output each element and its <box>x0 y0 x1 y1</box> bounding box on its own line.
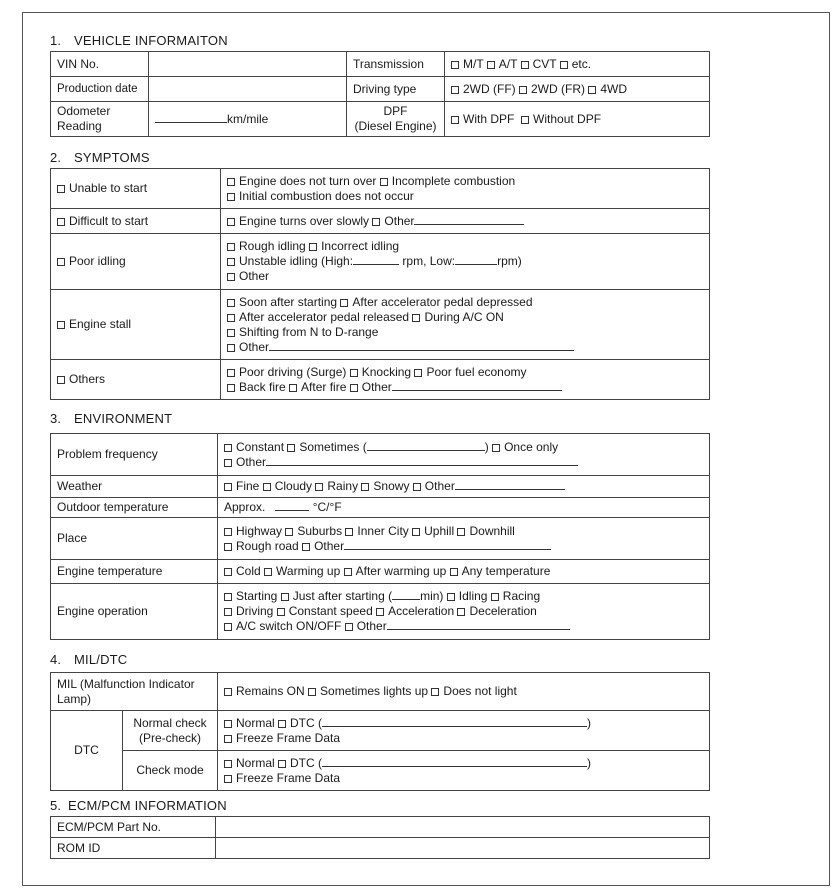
symptom-poor-idling: Poor idling <box>51 234 221 290</box>
odometer-blank[interactable] <box>155 112 227 123</box>
checkbox-no-turn-over[interactable] <box>227 178 235 186</box>
checkbox-uphill[interactable] <box>412 528 420 536</box>
others-options: Poor driving (Surge) Knocking Poor fuel economy Back fire After fire Other <box>221 360 710 400</box>
checkbox-difficult-to-start[interactable] <box>57 218 65 226</box>
weather-label: Weather <box>51 476 218 498</box>
checkbox-fine[interactable] <box>224 483 232 491</box>
normal-check-options: Normal DTC ( ) Freeze Frame Data <box>218 711 710 751</box>
checkbox-etc[interactable] <box>560 61 568 69</box>
checkbox-once-only[interactable] <box>492 444 500 452</box>
checkbox-without-dpf[interactable] <box>521 116 529 124</box>
checkbox-turns-slowly[interactable] <box>227 218 235 226</box>
checkbox-at[interactable] <box>487 61 495 69</box>
problem-frequency-options: Constant Sometimes ( ) Once only Other <box>218 434 710 476</box>
checkbox-others[interactable] <box>57 376 65 384</box>
checkbox-warming-up[interactable] <box>264 568 272 576</box>
checkbox-driving[interactable] <box>224 608 232 616</box>
checkbox-constant[interactable] <box>224 444 232 452</box>
checkbox-after-warming-up[interactable] <box>344 568 352 576</box>
checkbox-does-not-light[interactable] <box>431 688 439 696</box>
production-date-field[interactable] <box>149 77 347 102</box>
checkbox-downhill[interactable] <box>457 528 465 536</box>
engine-temperature-label: Engine temperature <box>51 560 218 584</box>
transmission-options: M/T A/T CVT etc. <box>445 52 710 77</box>
mil-label: MIL (Malfunction Indicator Lamp) <box>51 673 218 711</box>
environment-table <box>50 433 710 640</box>
checkbox-after-fire[interactable] <box>289 384 297 392</box>
engine-temperature-options: Cold Warming up After warming up Any temperature <box>218 560 710 584</box>
checkbox-dtc[interactable] <box>278 760 286 768</box>
checkbox-rainy[interactable] <box>315 483 323 491</box>
section-1-title: 1. VEHICLE INFORMAITON <box>50 33 228 48</box>
checkbox-dtc[interactable] <box>278 720 286 728</box>
checkbox-2wd-fr[interactable] <box>519 86 527 94</box>
checkbox-other[interactable] <box>302 543 310 551</box>
temperature-blank[interactable] <box>275 500 309 511</box>
checkbox-freeze-frame[interactable] <box>224 775 232 783</box>
checkbox-knocking[interactable] <box>350 369 358 377</box>
checkbox-unable-to-start[interactable] <box>57 185 65 193</box>
other-blank[interactable] <box>266 455 578 466</box>
vin-label: VIN No. <box>51 52 149 77</box>
checkbox-sometimes-lights-up[interactable] <box>308 688 316 696</box>
checkbox-sometimes[interactable] <box>287 444 295 452</box>
checkbox-poor-fuel-economy[interactable] <box>414 369 422 377</box>
difficult-to-start-options: Engine turns over slowly Other <box>221 209 710 234</box>
checkbox-normal[interactable] <box>224 720 232 728</box>
ecm-info-table <box>50 816 710 859</box>
checkbox-cold[interactable] <box>224 568 232 576</box>
engine-operation-options: Starting Just after starting ( min) Idling Racing Driving Constant speed Acceleration Deceleration A/C switch ON/OFF Other <box>218 584 710 640</box>
dtc-blank[interactable] <box>322 756 587 767</box>
checkbox-suburbs[interactable] <box>285 528 293 536</box>
checkbox-remains-on[interactable] <box>224 688 232 696</box>
outdoor-temperature-field: Approx. °C/°F <box>218 498 710 518</box>
other-blank[interactable] <box>387 619 570 630</box>
checkbox-back-fire[interactable] <box>227 384 235 392</box>
high-rpm-blank[interactable] <box>353 254 399 265</box>
driving-type-label: Driving type <box>347 77 445 102</box>
checkbox-incomplete-combustion[interactable] <box>380 178 388 186</box>
check-mode-label: Check mode <box>123 751 218 791</box>
checkbox-other[interactable] <box>227 273 235 281</box>
checkbox-with-dpf[interactable] <box>451 116 459 124</box>
checkbox-other[interactable] <box>350 384 358 392</box>
symptoms-table <box>50 168 710 400</box>
checkbox-other[interactable] <box>372 218 380 226</box>
checkbox-incorrect-idling[interactable] <box>309 243 317 251</box>
place-label: Place <box>51 518 218 560</box>
dpf-label: DPF (Diesel Engine) <box>347 102 445 137</box>
checkbox-shifting-n-d[interactable] <box>227 329 235 337</box>
checkbox-poor-driving[interactable] <box>227 369 235 377</box>
rom-id-label: ROM ID <box>51 838 216 859</box>
checkbox-pedal-depressed[interactable] <box>340 299 348 307</box>
sometimes-blank[interactable] <box>367 440 485 451</box>
ecm-part-no-field[interactable] <box>216 817 710 838</box>
other-blank[interactable] <box>344 539 551 550</box>
other-blank[interactable] <box>269 340 574 351</box>
checkbox-4wd[interactable] <box>588 86 596 94</box>
checkbox-any-temperature[interactable] <box>450 568 458 576</box>
odometer-label: Odometer Reading <box>51 102 149 137</box>
checkbox-deceleration[interactable] <box>457 608 465 616</box>
symptom-others: Others <box>51 360 221 400</box>
checkbox-soon-after-starting[interactable] <box>227 299 235 307</box>
transmission-label: Transmission <box>347 52 445 77</box>
checkbox-other[interactable] <box>345 623 353 631</box>
checkbox-inner-city[interactable] <box>345 528 353 536</box>
production-date-label: Production date <box>51 77 149 102</box>
checkbox-starting[interactable] <box>224 593 232 601</box>
problem-frequency-label: Problem frequency <box>51 434 218 476</box>
checkbox-cloudy[interactable] <box>263 483 271 491</box>
ecm-part-no-label: ECM/PCM Part No. <box>51 817 216 838</box>
checkbox-just-after-starting[interactable] <box>281 593 289 601</box>
vin-field[interactable] <box>149 52 347 77</box>
driving-type-options: 2WD (FF) 2WD (FR) 4WD <box>445 77 710 102</box>
checkbox-2wd-ff[interactable] <box>451 86 459 94</box>
symptom-engine-stall: Engine stall <box>51 290 221 360</box>
checkbox-acceleration[interactable] <box>376 608 384 616</box>
checkbox-other[interactable] <box>224 459 232 467</box>
mil-options: Remains ON Sometimes lights up Does not light <box>218 673 710 711</box>
minutes-blank[interactable] <box>392 589 420 600</box>
mil-dtc-table <box>50 672 710 791</box>
checkbox-normal[interactable] <box>224 760 232 768</box>
section-3-title: 3. ENVIRONMENT <box>50 411 173 426</box>
checkbox-pedal-released[interactable] <box>227 314 235 322</box>
dtc-blank[interactable] <box>322 716 587 727</box>
weather-options: Fine Cloudy Rainy Snowy Other <box>218 476 710 498</box>
normal-check-label: Normal check (Pre-check) <box>123 711 218 751</box>
check-mode-options: Normal DTC ( ) Freeze Frame Data <box>218 751 710 791</box>
low-rpm-blank[interactable] <box>455 254 497 265</box>
checkbox-cvt[interactable] <box>521 61 529 69</box>
section-5-title: 5. ECM/PCM INFORMATION <box>50 798 227 813</box>
dtc-label: DTC <box>51 711 123 791</box>
other-blank[interactable] <box>455 479 565 490</box>
checkbox-initial-combustion[interactable] <box>227 193 235 201</box>
checkbox-other[interactable] <box>413 483 421 491</box>
checkbox-engine-stall[interactable] <box>57 321 65 329</box>
checkbox-racing[interactable] <box>491 593 499 601</box>
checkbox-other[interactable] <box>227 344 235 352</box>
other-blank[interactable] <box>414 214 524 225</box>
checkbox-during-ac-on[interactable] <box>412 314 420 322</box>
engine-stall-options: Soon after starting After accelerator pedal depressed After accelerator pedal released During A/C ON Shifting from N to D-range Other <box>221 290 710 360</box>
checkbox-poor-idling[interactable] <box>57 258 65 266</box>
symptom-difficult-to-start: Difficult to start <box>51 209 221 234</box>
checkbox-highway[interactable] <box>224 528 232 536</box>
checkbox-mt[interactable] <box>451 61 459 69</box>
dpf-options: With DPF Without DPF <box>445 102 710 137</box>
symptom-unable-to-start: Unable to start <box>51 169 221 209</box>
odometer-field[interactable]: km/mile <box>149 102 347 137</box>
checkbox-ac-switch[interactable] <box>224 623 232 631</box>
place-options: Highway Suburbs Inner City Uphill Downhill Rough road Other <box>218 518 710 560</box>
poor-idling-options: Rough idling Incorrect idling Unstable idling (High: rpm, Low: rpm) Other <box>221 234 710 290</box>
checkbox-freeze-frame[interactable] <box>224 735 232 743</box>
section-4-title: 4. MIL/DTC <box>50 652 128 667</box>
checkbox-rough-idling[interactable] <box>227 243 235 251</box>
unable-to-start-options: Engine does not turn over Incomplete combustion Initial combustion does not occur <box>221 169 710 209</box>
vehicle-info-table <box>50 51 710 137</box>
section-2-title: 2. SYMPTOMS <box>50 150 150 165</box>
rom-id-field[interactable] <box>216 838 710 859</box>
checkbox-constant-speed[interactable] <box>277 608 285 616</box>
other-blank[interactable] <box>392 380 562 391</box>
checkbox-idling[interactable] <box>447 593 455 601</box>
checkbox-unstable-idling[interactable] <box>227 258 235 266</box>
checkbox-rough-road[interactable] <box>224 543 232 551</box>
engine-operation-label: Engine operation <box>51 584 218 640</box>
outdoor-temperature-label: Outdoor temperature <box>51 498 218 518</box>
checkbox-snowy[interactable] <box>361 483 369 491</box>
